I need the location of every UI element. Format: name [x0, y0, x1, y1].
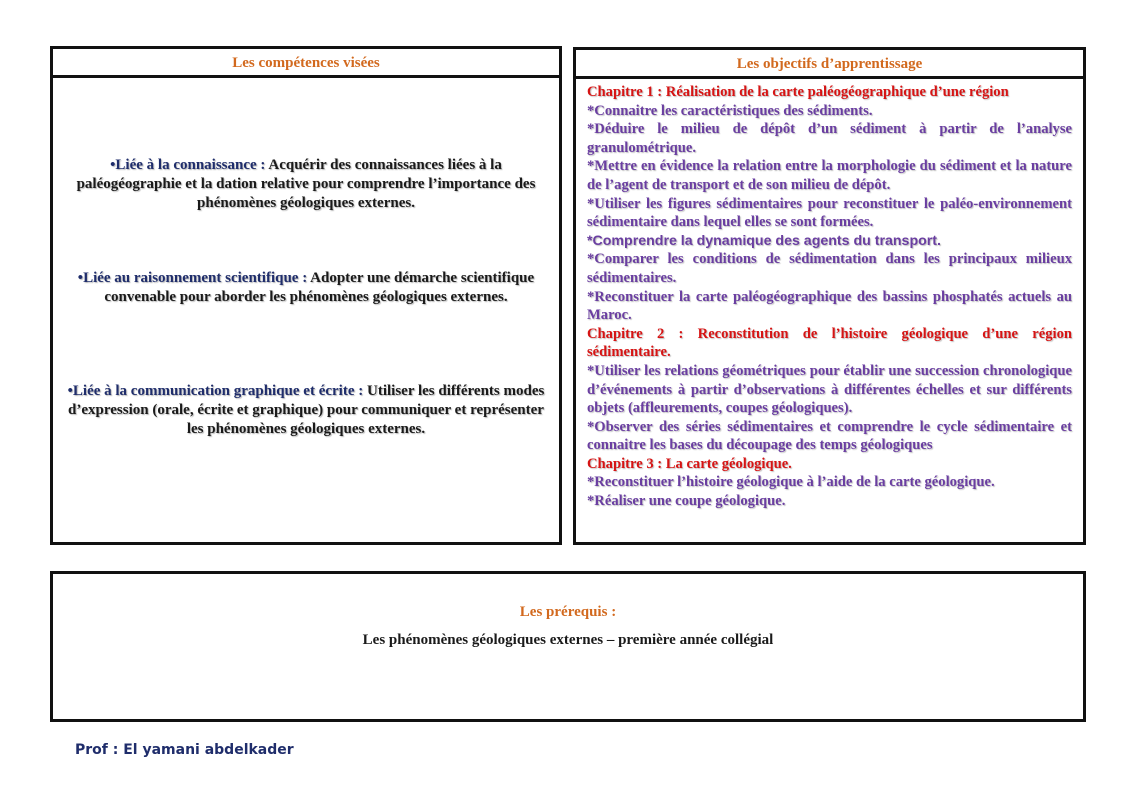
- objective-item: *Observer des séries sédimentaires et comprendre le cycle sédimentaire et connaitre les bases du découpage des temps géologiques: [587, 418, 1072, 454]
- competences-panel: [50, 46, 562, 545]
- objectifs-panel: [573, 47, 1086, 545]
- competence-bullet: •: [77, 270, 84, 286]
- competence-item-connaissance: [67, 156, 545, 213]
- chapter-title: Chapitre 3 : La carte géologique.: [587, 455, 792, 472]
- prerequis-panel: [50, 571, 1086, 722]
- objectifs-header: Les objectifs d’apprentissage: [576, 50, 1083, 79]
- prof-signature: Prof : El yamani abdelkader: [75, 742, 294, 758]
- objective-item: *Utiliser les figures sédimentaires pour reconstituer le paléo-environnement sédimentaire dans lequel elles se sont formées.: [587, 195, 1072, 231]
- objective-item: *Utiliser les relations géométriques pour établir une succession chronologique d’événements à partir d’observations à différentes échelles et sur différents objets (affleurements, coupes géologiques).: [587, 362, 1072, 417]
- competence-lead: Liée au raisonnement scientifique :: [83, 270, 308, 286]
- competences-header: Les compétences visées: [53, 49, 559, 78]
- objective-item: *Déduire le milieu de dépôt d’un sédiment à partir de l’analyse granulométrique.: [587, 121, 1072, 156]
- objectifs-list: [576, 79, 1083, 511]
- competence-lead: Liée à la connaissance :: [115, 157, 266, 173]
- competence-item-communication: [67, 382, 545, 439]
- competence-text: Adopter une démarche scientifique convenable pour aborder les phénomènes géologiques externes.: [104, 270, 535, 305]
- prerequis-title: Les prérequis :: [519, 604, 617, 620]
- competence-lead: Liée à la communication graphique et écrite :: [72, 383, 364, 399]
- objective-item: *Mettre en évidence la relation entre la morphologie du sédiment et la nature de l’agent de transport et de son milieu de dépôt.: [587, 158, 1072, 193]
- competence-bullet: •: [67, 383, 73, 399]
- prerequis-text: Les phénomènes géologiques externes – première année collégial: [362, 632, 774, 648]
- competence-item-raisonnement: [67, 269, 545, 307]
- competence-text: Acquérir des connaissances liées à la paléogéographie et la dation relative pour comprendre l’importance des phénomènes géologiques externes.: [76, 157, 536, 211]
- objective-item: *Réaliser une coupe géologique.: [587, 493, 786, 510]
- chapter-title: Chapitre 2 : Reconstitution de l’histoire géologique d’une région sédimentaire.: [587, 325, 1072, 361]
- objective-item: *Reconstituer la carte paléogéographique des bassins phosphatés actuels au Maroc.: [587, 288, 1072, 324]
- objective-item: *Reconstituer l’histoire géologique à l’aide de la carte géologique.: [587, 474, 995, 491]
- competence-text: Utiliser les différents modes d’expression (orale, écrite et graphique) pour communiquer et représenter les phénomènes géologiques externes.: [68, 383, 545, 437]
- objective-item: *Comparer les conditions de sédimentation dans les principaux milieux sédimentaires.: [587, 251, 1072, 286]
- objective-item: *Connaitre les caractéristiques des sédiments.: [587, 102, 873, 119]
- objective-item: *Comprendre la dynamique des agents du transport.: [587, 232, 941, 249]
- chapter-title: Chapitre 1 : Réalisation de la carte paléogéographique d’une région: [587, 84, 1009, 100]
- competence-bullet: •: [110, 157, 116, 173]
